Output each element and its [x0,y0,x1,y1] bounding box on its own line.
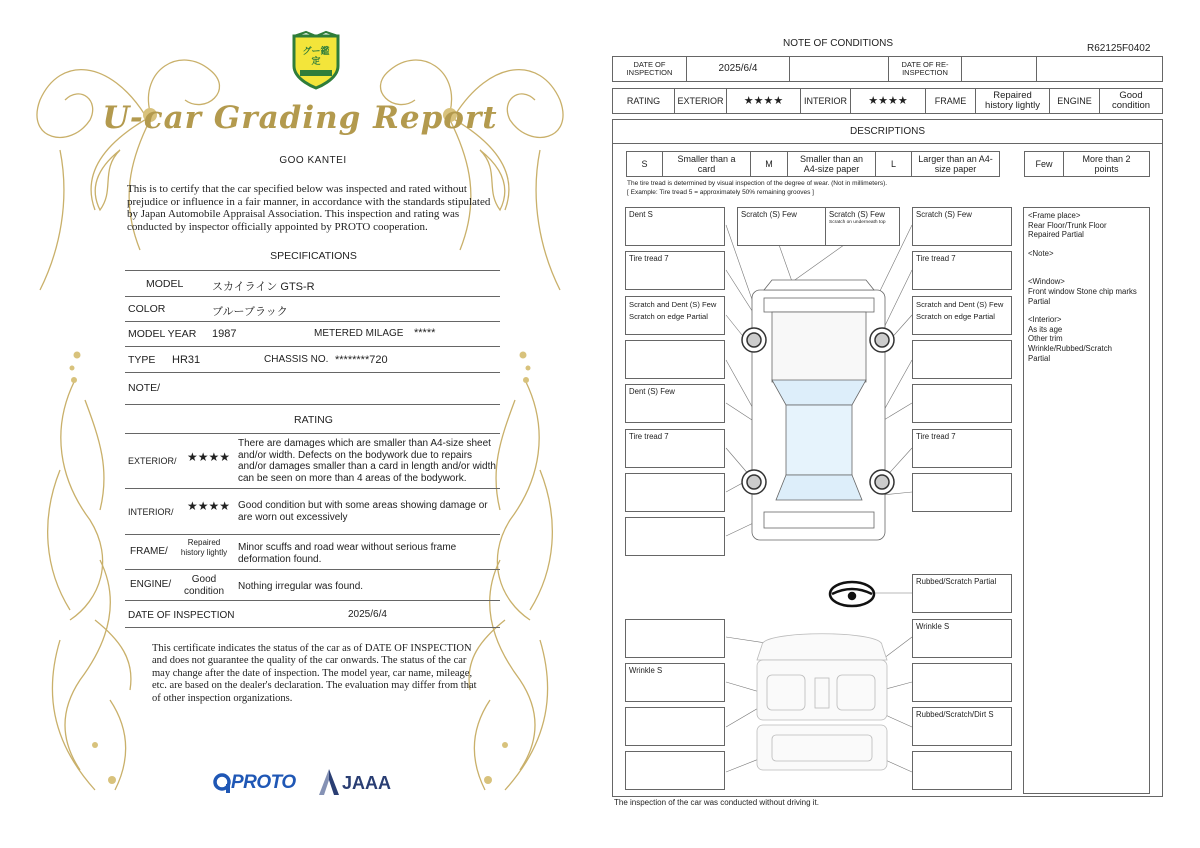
window-line: Front window Stone chip marks [1028,286,1137,296]
divider [125,346,500,347]
damage-box-right-5: Tire tread 7 [912,429,1012,468]
interior-label: <Interior> [1028,315,1062,325]
color-label: COLOR [128,303,166,315]
metered-mileage-label: METERED MILAGE [314,328,404,339]
frame-place-label: <Frame place> [1028,211,1081,220]
rating-heading: RATING [294,414,333,426]
divider [125,569,500,570]
report-id: R62125F0402 [1087,43,1151,54]
conditions-title: NOTE OF CONDITIONS [783,38,893,49]
goo-kantei-badge [288,30,344,92]
frame-label: FRAME/ [130,546,168,557]
divider [125,488,500,489]
interior-line: Partial [1028,353,1051,363]
interior-box-left-4 [625,751,725,790]
date-value: 2025/6/4 [348,609,387,620]
engine-value: Good condition [1099,88,1163,114]
divider [125,296,500,297]
proto-logo-text: PROTO [231,772,296,793]
damage-box-left-2: Scratch and Dent (S) Few Scratch on edge Partial [625,296,725,335]
metered-mileage-value: ***** [414,327,436,339]
type-label: TYPE [128,354,156,366]
exterior-stars: ★★★★ [187,450,231,464]
damage-box-right-4 [912,384,1012,423]
jaaa-logo-text: JAAA [342,773,392,793]
chassis-label: CHASSIS NO. [264,354,329,365]
window-label: <Window> [1028,277,1065,287]
divider [125,627,500,628]
legend-l-desc: Larger than an A4-size paper [911,151,1000,177]
interior-box-right-4 [912,751,1012,790]
exterior-label: EXTERIOR [674,88,727,114]
interior-stars: ★★★★ [850,88,926,114]
legend-few: Few [1024,151,1064,177]
model-label: MODEL [146,278,184,290]
conditions-footer: The inspection of the car was conducted without driving it. [614,798,819,807]
damage-box-hood [825,207,900,246]
damage-box-left-3 [625,340,725,379]
date-of-inspection-label: DATE OF INSPECTION [612,56,687,82]
interior-line: Other trim [1028,334,1063,344]
jaaa-mark-icon [318,768,340,796]
legend-few-desc: More than 2 points [1063,151,1150,177]
model-value: スカイライン GTS-R [212,281,315,293]
frame-place-line: Repaired Partial [1028,230,1084,240]
date-blank-cell [789,56,889,82]
damage-box-right-6 [912,473,1012,512]
legend-m-desc: Smaller than an A4-size paper [787,151,876,177]
frame-place-line: Rear Floor/Trunk Floor [1028,220,1107,230]
date-label: DATE OF INSPECTION [128,610,235,621]
damage-box-hood-sub: Scratch on underneath top [829,219,886,225]
interior-label: INTERIOR/ [128,507,174,517]
frame-label: FRAME [925,88,976,114]
date-of-reinspection-label: DATE OF RE-INSPECTION [888,56,962,82]
engine-description: Nothing irregular was found. [238,581,364,592]
damage-box-left-4: Dent (S) Few [625,384,725,423]
certificate-title: U-car Grading Report [102,100,498,136]
damage-box-right-2: Scratch and Dent (S) Few Scratch on edge Partial [912,296,1012,335]
exterior-label: EXTERIOR/ [128,456,177,466]
tire-example: [ Example: Tire tread 5 = approximately 50% remaining grooves ] [627,189,814,196]
divider [125,404,500,405]
interior-box-right-2 [912,663,1012,702]
divider [125,372,500,373]
frame-description: Minor scuffs and road wear without serious frame deformation found. [238,542,457,565]
window-line: Partial [1028,296,1051,306]
legend-l: L [875,151,912,177]
damage-box-front-left: Scratch (S) Few [737,207,837,246]
exterior-description: There are damages which are smaller than A4-size sheet and/or width. Defects on the bodywork due to repairs and/or damages smaller than a card in length and/or width can be seen on more than 4 areas of the bodywork. [238,438,496,484]
org-name: GOO KANTEI [279,155,347,166]
damage-box-right-3 [912,340,1012,379]
certificate-intro: This is to certify that the car specified below was inspected and rated without prejudice or influence in a fair manner, in accordance with the standards stipulated by Japan Automobile Appraisal Association. This inspection and rating was conducted by inspector officially appointed by PROTO cooperation. [127,183,491,233]
divider [125,433,500,434]
damage-box-front-bumper: Dent S [625,207,725,246]
interior-box-left-3 [625,707,725,746]
damage-box-right-1: Tire tread 7 [912,251,1012,290]
proto-mark-icon [213,772,231,794]
damage-box-left-1: Tire tread 7 [625,251,725,290]
descriptions-heading: DESCRIPTIONS [849,126,925,137]
engine-label: ENGINE/ [130,579,172,590]
rating-label: RATING [612,88,675,114]
model-year-value: 1987 [212,328,237,340]
specifications-heading: SPECIFICATIONS [270,250,357,262]
frame-value: Repaired history lightly [975,88,1050,114]
interior-stars: ★★★★ [187,499,231,513]
damage-box-left-6 [625,473,725,512]
chassis-value: ********720 [335,354,388,366]
notes-column [1023,207,1150,794]
divider [125,534,500,535]
damage-box-front-right: Scratch (S) Few [912,207,1012,246]
interior-box-left-1 [625,619,725,658]
tire-note: The tire tread is determined by visual inspection of the degree of wear. (Not in millimeters). [627,180,888,187]
note-label: <Note> [1028,248,1054,258]
damage-box-left-5: Tire tread 7 [625,429,725,468]
interior-line: As its age [1028,324,1063,334]
divider [125,270,500,271]
interior-label: INTERIOR [800,88,851,114]
certificate-footer-note: This certificate indicates the status of the car as of DATE OF INSPECTION and does not guarantee the quality of the car onwards. The status of the car may change after the date of inspection. The model year, car name, mileage, etc. are based on the dealer's declaration. The evaluation may differ from that of other inspection organizations. [152,643,477,704]
damage-box-steering: Rubbed/Scratch Partial [912,574,1012,613]
type-value: HR31 [172,354,201,366]
damage-box-left-7 [625,517,725,556]
divider [125,600,500,601]
interior-box-left-2: Wrinkle S [625,663,725,702]
date-of-inspection-value: 2025/6/4 [686,56,790,82]
engine-label: ENGINE [1049,88,1100,114]
divider [612,143,1163,144]
reinspection-value-cell [961,56,1037,82]
model-year-label: MODEL YEAR [128,328,197,340]
color-value: ブルーブラック [212,306,288,318]
legend-m: M [750,151,788,177]
damage-box-hood-text: Scratch (S) Few [829,210,885,219]
interior-box-right-3: Rubbed/Scratch/Dirt S [912,707,1012,746]
interior-box-right-1: Wrinkle S [912,619,1012,658]
interior-line: Wrinkle/Rubbed/Scratch [1028,343,1112,353]
note-label: NOTE/ [128,382,161,394]
legend-s: S [626,151,663,177]
legend-s-desc: Smaller than a card [662,151,751,177]
frame-value: Repaired history lightly [180,538,228,557]
interior-description: Good condition but with some areas showing damage or are worn out excessively [238,500,488,523]
badge-text: グー鑑定 [302,46,330,66]
engine-value: Good condition [183,574,225,597]
divider [125,321,500,322]
exterior-stars: ★★★★ [726,88,801,114]
